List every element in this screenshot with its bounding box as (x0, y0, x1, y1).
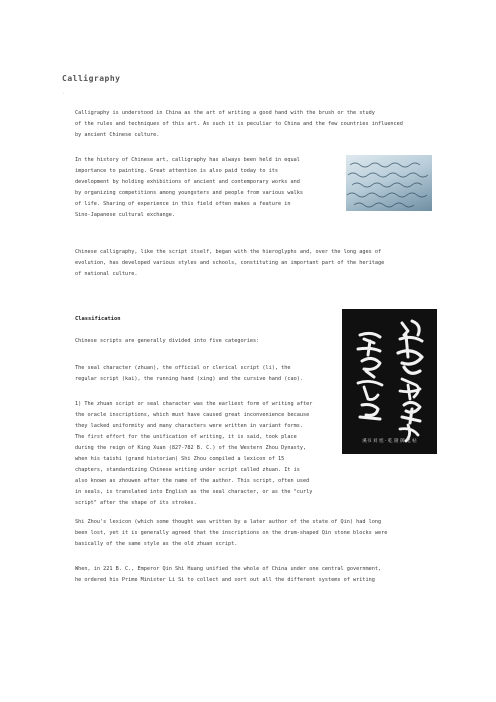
text-line: In the history of Chinese art, calligraphy has always been held in equal (75, 157, 300, 163)
unification-paragraph (75, 564, 381, 586)
text-line: during the reign of King Xuan (827-782 B. C.) of the Western Zhou Dynasty, (75, 445, 307, 451)
calligraphy-caption: 溪书 刘 旭 · 乾 隆 御 笔 帖 (362, 439, 417, 444)
text-line: importance to painting. Great attention is also paid today to its (75, 168, 279, 174)
categories-paragraph (75, 363, 303, 385)
text-line: by ancient Chinese culture. (75, 132, 160, 138)
text-line: script" after the shape of its strokes. (75, 500, 197, 506)
handwriting-photo (346, 155, 432, 211)
text-line: The first effort for the unification of writing, it is said, took place (75, 434, 297, 440)
page-title: Calligraphy (62, 74, 121, 83)
paragraph-marker: · (62, 91, 66, 97)
intro-paragraph (75, 108, 403, 141)
zhuan-paragraph (75, 399, 312, 509)
script-paragraph (75, 247, 384, 280)
text-line: the oracle inscriptions, which must have caused great inconvenience because (75, 412, 310, 418)
text-line: of life. Sharing of experience in this field often makes a feature in (75, 201, 291, 207)
text-line: Calligraphy is understood in China as the art of writing a good hand with the brush or the study (75, 110, 375, 116)
text-line: by organizing competitions among youngsters and people from various walks (75, 190, 303, 196)
text-line: Chinese calligraphy, like the script itself, began with the hieroglyphs and, over the long ages of (75, 249, 382, 255)
text-line: evolution, has developed various styles and schools, constituting an important part of the heritage (75, 260, 385, 266)
text-line: of the rules and techniques of this art. As such it is peculiar to China and the few countries influenced (75, 121, 403, 127)
classification-intro: Chinese scripts are generally divided into five categories: (75, 338, 260, 344)
handwriting-strokes (346, 155, 432, 211)
text-line: they lacked uniformity and many characters were written in variant forms. (75, 423, 303, 429)
section-heading: Classification (75, 316, 121, 322)
text-line: in seals, is translated into English as the seal character, or as the "curly (75, 489, 313, 495)
text-line: chapters, standardizing Chinese writing under script called zhuan. It is (75, 467, 300, 473)
text-line: also known as zhouwen after the name of the author. This script, often used (75, 478, 310, 484)
text-line: When, in 221 B. C., Emperor Qin Shi Huang unified the whole of China under one central government, (75, 566, 382, 572)
text-line: Sino-Japanese cultural exchange. (75, 212, 175, 218)
text-line: 1) The zhuan script or seal character was the earliest form of writing after (75, 401, 313, 407)
history-paragraph (75, 155, 303, 221)
text-line: The seal character (zhuan), the official or clerical script (li), the (75, 365, 291, 371)
text-line: basically of the same style as the old zhuan script. (75, 541, 238, 547)
calligraphy-strokes (342, 309, 437, 454)
calligraphy-image (342, 309, 437, 454)
text-line: development by holding exhibitions of ancient and contemporary works and (75, 179, 300, 185)
lexicon-paragraph (75, 517, 387, 550)
text-line: Shi Zhou's lexicon (which some thought was written by a later author of the state of Qin) had long (75, 519, 382, 525)
text-line: when his taishi (grand historian) Shi Zhou compiled a lexicon of 15 (75, 456, 285, 462)
text-line: regular script (kai), the running hand (xing) and the cursive hand (cao). (75, 376, 303, 382)
text-line: been lost, yet it is generally agreed that the inscriptions on the drum-shaped Qin stone blocks were (75, 530, 388, 536)
text-line: of national culture. (75, 271, 138, 277)
text-line: he ordered his Prime Minister Li Si to collect and sort out all the different systems of writing (75, 577, 375, 583)
